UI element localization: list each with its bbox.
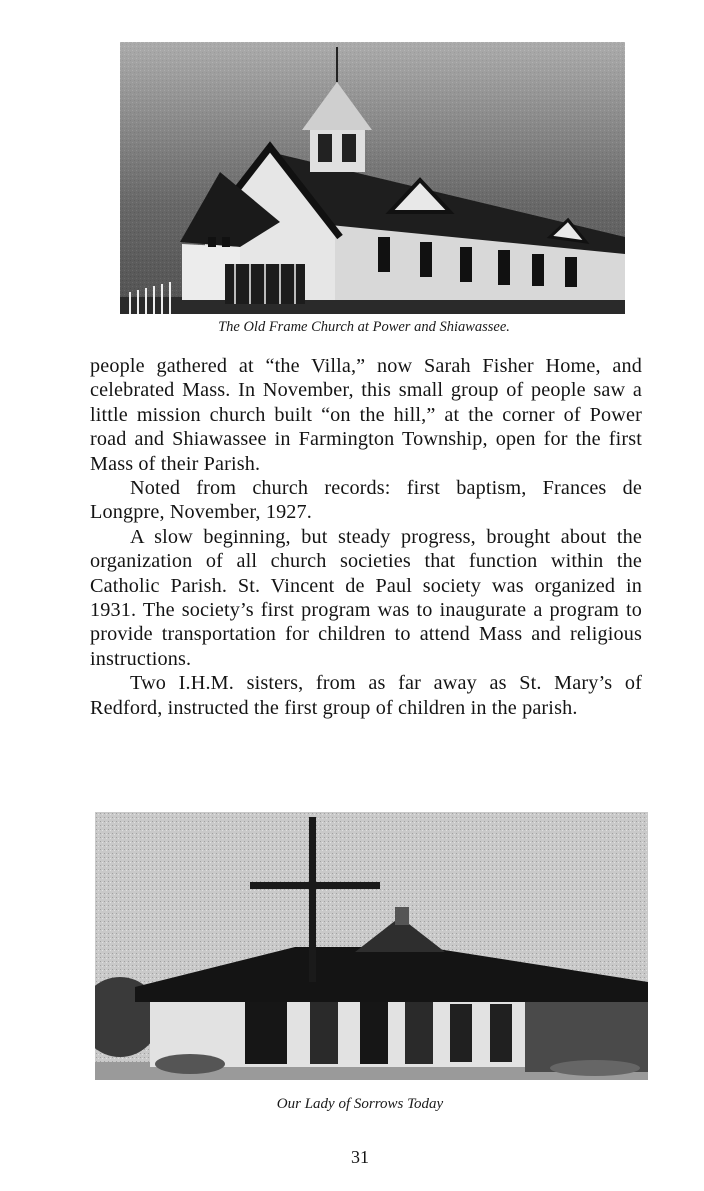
our-lady-of-sorrows-photo xyxy=(95,812,648,1080)
paragraph-3: A slow beginning, but steady progress, brought about the organization of all church societies that function within the Catholic Parish. St. Vincent de Paul society was organized in 1931. The society’s first program was to inaugurate a program to provide transportation for children to attend Mass and religious instructions. xyxy=(90,525,642,670)
paragraph-2: Noted from church records: first baptism, Frances de Longpre, November, 1927. xyxy=(90,477,642,524)
bottom-photo-caption: Our Lady of Sorrows Today xyxy=(276,1096,444,1112)
paragraph-4: Two I.H.M. sisters, from as far away as St. Mary’s of Redford, instructed the first group of children in the parish. xyxy=(90,672,642,719)
old-frame-church-photo xyxy=(120,42,625,314)
top-photo-caption: The Old Frame Church at Power and Shiawassee. xyxy=(218,319,510,335)
page-number: 31 xyxy=(351,1147,369,1167)
paragraph-1: people gathered at “the Villa,” now Sarah Fisher Home, and celebrated Mass. In November, this small group of people saw a little mission church built “on the hill,” at the corner of Power road and Shiawassee in Farmington Township, open for the first Mass of their Parish. xyxy=(90,355,642,475)
body-text xyxy=(90,354,642,720)
